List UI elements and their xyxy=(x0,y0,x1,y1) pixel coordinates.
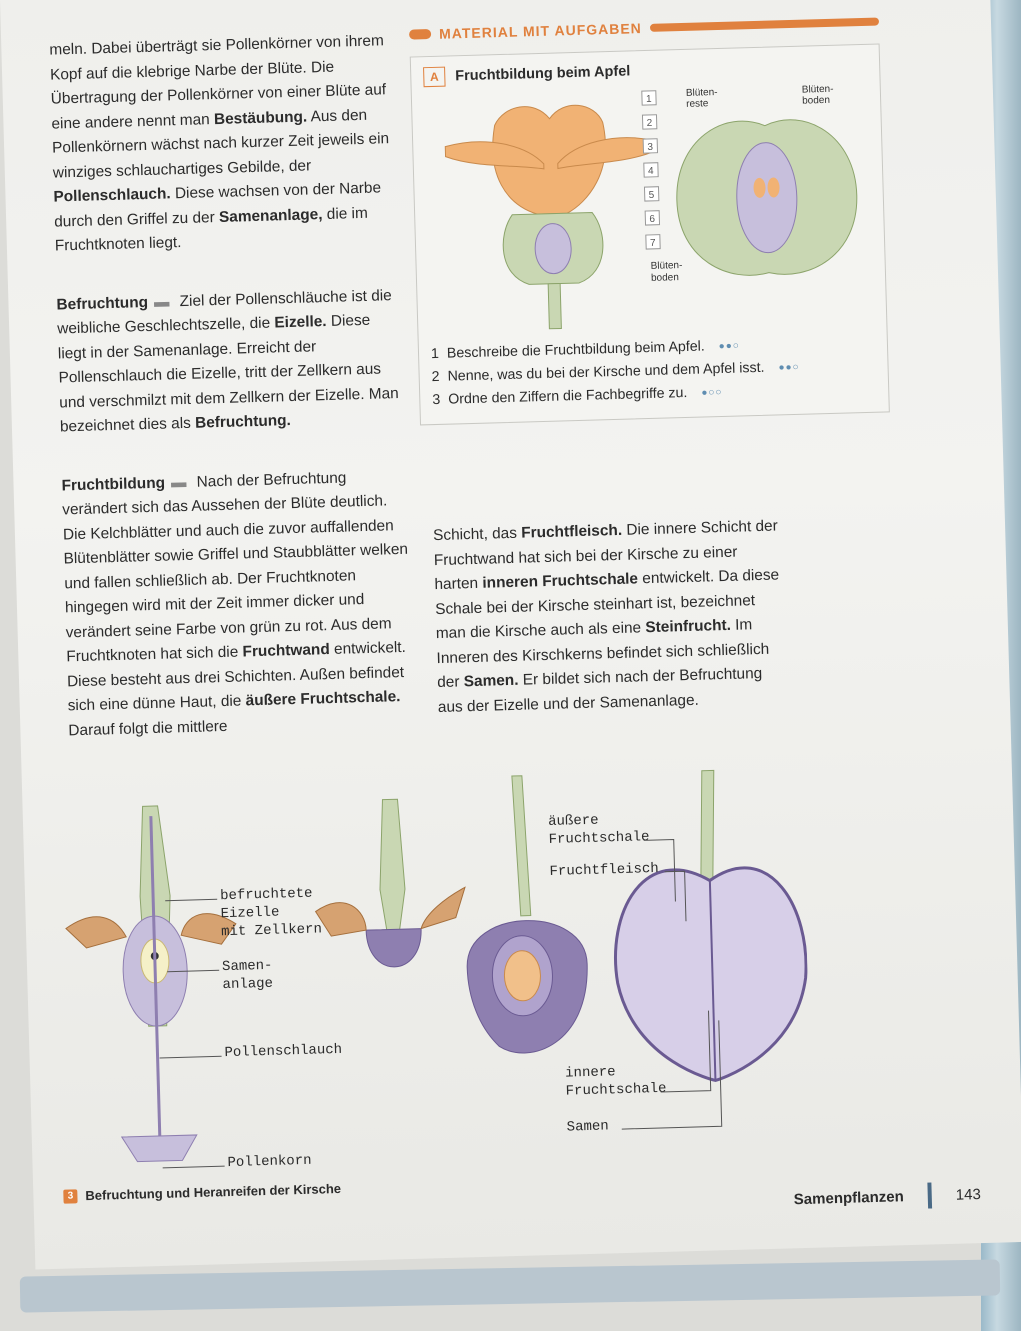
paragraph-bestaeubung: meln. Dabei überträgt sie Pollenkörner von ihrem Kopf auf die klebrige Narbe der Blüte. Die Übertragung der Pollenkörner von einer Blüte auf eine andere nennt man Bestäubung. Aus den Pollenkörnern wächst nach kurzer Zeit jeweils ein winziges schlauchartiges Gebilde, der Pollenschlauch. Diese wachsen von der Narbe durch den Griffel zu der Samenanlage, die im Fruchtknoten liegt. xyxy=(49,32,390,255)
label-samenanlage-1: Samen- xyxy=(221,957,273,976)
task-2: 2 Nenne, was du bei der Kirsche und dem Apfel isst. ●●○ xyxy=(431,354,875,389)
section-title: Samenpflanzen xyxy=(793,1187,905,1208)
material-title: A Fruchtbildung beim Apfel xyxy=(423,55,867,87)
label-bluetenboden-top-1: Blüten- xyxy=(801,83,834,96)
number-7: 7 xyxy=(649,237,656,249)
footer-divider xyxy=(927,1182,932,1208)
page-number: 143 xyxy=(955,1185,982,1204)
difficulty-1: ●●○ xyxy=(718,340,741,353)
caption-number: 3 xyxy=(63,1189,77,1203)
label-pollenschlauch: Pollenschlauch xyxy=(224,1041,343,1062)
label-innere-2: Fruchtschale xyxy=(565,1080,667,1100)
right-text-column xyxy=(433,514,788,720)
label-bluetenreste-1: Blüten- xyxy=(685,87,718,99)
label-fruchtfleisch: Fruchtfleisch xyxy=(549,860,659,880)
number-6: 6 xyxy=(649,213,656,225)
material-tag: A xyxy=(423,67,446,88)
label-bluetenboden-top-2: boden xyxy=(801,94,831,107)
material-box xyxy=(410,43,890,425)
cherry-flower-wilting xyxy=(313,797,468,969)
heading-fruchtbildung: Fruchtbildung xyxy=(61,474,166,494)
apple-figure xyxy=(424,75,875,337)
number-5: 5 xyxy=(648,189,655,201)
cherry-ripe-fruit xyxy=(610,768,809,1083)
label-samenanlage-2: anlage xyxy=(222,975,274,994)
difficulty-2: ●●○ xyxy=(778,361,800,374)
label-befruchtete-2: Eizelle xyxy=(220,904,280,923)
difficulty-3: ●○○ xyxy=(701,386,723,399)
cherry-flower-fertilization xyxy=(63,804,243,1164)
label-befruchtete-1: befruchtete xyxy=(219,885,313,905)
paragraph-fruchtbildung: Fruchtbildung ▬ Nach der Befruchtung verändert sich das Aussehen der Blüte deutlich. Die Kelchblätter und auch die zuvor auffallenden Blütenblätter sowie Griffel und Staubblätter welken und fallen schließlich ab. Der Fruchtknoten hingegen wird mit der Zeit immer dicker und verändert seine Farbe von grün zu rot. Aus dem Fruchtknoten hat sich die Fruchtwand entwickelt. Diese besteht aus drei Schichten. Außen befindet sich eine dünne Haut, die äußere Fruchtschale. Darauf folgt die mittlere xyxy=(61,469,409,739)
number-3: 3 xyxy=(647,141,654,153)
task-3: 3 Ordne den Ziffern die Fachbegriffe zu. ●○○ xyxy=(432,377,876,412)
label-bluetenreste-2: reste xyxy=(686,98,709,110)
task-list xyxy=(431,331,877,412)
page-edge-strip xyxy=(20,1259,1000,1312)
number-2: 2 xyxy=(646,117,653,129)
material-heading: MATERIAL MIT AUFGABEN xyxy=(409,13,879,42)
figure-caption: 3 Befruchtung und Heranreifen der Kirsche xyxy=(63,1181,341,1204)
label-bluetenboden-2: boden xyxy=(650,272,679,284)
label-innere-1: innere xyxy=(564,1064,616,1082)
apple-number-labels xyxy=(642,91,660,249)
label-befruchtete-3: mit Zellkern xyxy=(220,921,323,941)
cherry-illustration xyxy=(42,758,813,1199)
number-1: 1 xyxy=(645,93,652,105)
number-4: 4 xyxy=(647,165,654,177)
left-text-column xyxy=(49,29,414,757)
paragraph-befruchtung: Befruchtung ▬ Ziel der Pollenschläuche ist die weibliche Geschlechtszelle, die Eizelle. Diese liegt in der Samenanlage. Erreicht der Pollenschlauch die Eizelle, tritt der Zellkern aus und verschmilzt mit dem Zellkern der Eizelle. Man bezeichnet dies als Befruchtung. xyxy=(56,286,399,436)
heading-befruchtung: Befruchtung xyxy=(56,293,149,314)
task-1: 1 Beschreibe die Fruchtbildung beim Apfel. ●●○ xyxy=(431,331,875,366)
cherry-figure xyxy=(42,758,813,1199)
label-samen: Samen xyxy=(566,1118,609,1136)
apple-stalk xyxy=(548,283,561,328)
paragraph-fruchtwand: Schicht, das Fruchtfleisch. Die innere Schicht der Fruchtwand hat sich bei der Kirsche zu einer harten inneren Fruchtschale entwickelt. Da diese Schale bei der Kirsche steinhart ist, bezeichnet man die Kirsche auch als eine Steinfrucht. Im Inneren des Kirschkerns befindet sich schließlich der Samen. Er bildet sich nach der Befruchtung aus der Eizelle und der Samenanlage. xyxy=(432,517,780,716)
apple-illustration xyxy=(424,75,877,337)
material-section xyxy=(409,13,890,425)
page-footer xyxy=(793,1181,981,1212)
label-bluetenboden-1: Blüten- xyxy=(650,260,683,272)
label-aeussere-1: äußere xyxy=(547,812,599,831)
label-pollenkorn: Pollenkorn xyxy=(227,1152,312,1172)
label-aeussere-2: Fruchtschale xyxy=(548,829,650,849)
